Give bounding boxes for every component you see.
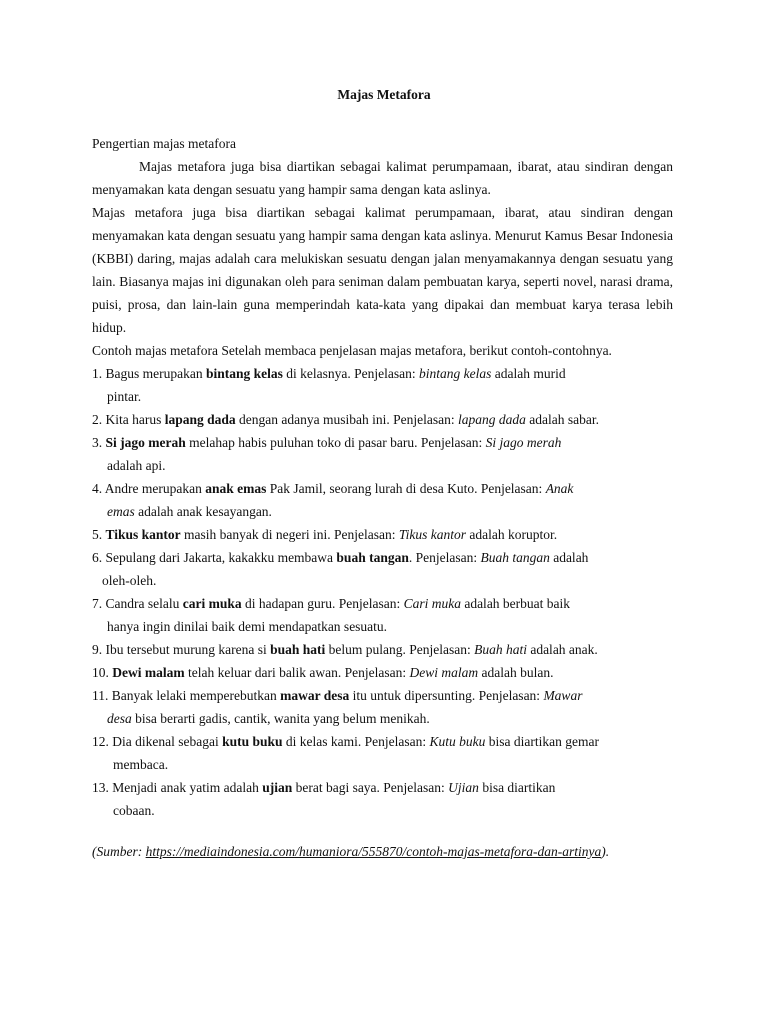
example-number-text: 1. Bagus merupakan (92, 366, 206, 381)
example-line (92, 523, 673, 546)
example-explanation-term: Cari muka (403, 596, 461, 611)
source-citation (92, 844, 609, 860)
example-line (92, 477, 673, 500)
example-explanation-term: Mawar (543, 688, 583, 703)
paragraph-kbbi: Majas metafora juga bisa diartikan sebagai kalimat perumpamaan, ibarat, atau sindiran dengan menyamakan kata dengan sesuatu yang hampir sama dengan kata aslinya. Menurut Kamus Besar Indonesia (KBBI) daring, majas adalah cara melukiskan sesuatu dengan jalan menyamakannya dengan sesuatu yang lain. Biasanya majas ini digunakan oleh para seniman dalam pembuatan karya, seperti novel, narasi drama, puisi, prosa, dan lain-lain guna memperindah kata-kata yang dipakai dan membuat karya terasa lebih hidup. (92, 205, 673, 335)
example-line (92, 638, 673, 661)
example-term: bintang kelas (205, 366, 283, 381)
example-number-text: 5. (92, 527, 106, 542)
example-term: anak emas (205, 481, 267, 496)
example-number-text: 4. Andre merupakan (92, 481, 206, 496)
example-term: Dewi malam (112, 665, 185, 680)
example-continuation (92, 569, 673, 592)
example-text-end: adalah (549, 550, 589, 565)
example-continuation (92, 615, 673, 638)
example-text-end: bisa diartikan gemar (485, 734, 599, 749)
example-text: itu untuk dipersunting. Penjelasan: (349, 688, 544, 703)
example-continuation-text: bisa berarti gadis, cantik, wanita yang belum menikah. (131, 711, 430, 726)
list-item (92, 776, 673, 822)
example-line (92, 684, 673, 707)
example-explanation-term: Buah tangan (480, 550, 550, 565)
example-term: kutu buku (222, 734, 283, 749)
example-continuation-text: oleh-oleh. (102, 573, 157, 588)
example-explanation-term: Tikus kantor (398, 527, 467, 542)
example-line (92, 776, 673, 799)
example-text: Pak Jamil, seorang lurah di desa Kuto. Penjelasan: (266, 481, 546, 496)
list-item (92, 408, 673, 431)
list-item (92, 684, 673, 730)
example-number-text: 2. Kita harus (92, 412, 165, 427)
example-line (92, 362, 673, 385)
example-term: Si jago merah (105, 435, 186, 450)
example-text-end: adalah anak. (526, 642, 598, 657)
example-number-text: 12. Dia dikenal sebagai (92, 734, 223, 749)
example-line (92, 431, 673, 454)
example-continuation-text: cobaan. (113, 803, 155, 818)
example-continuation (92, 753, 673, 776)
example-continuation (92, 799, 673, 822)
example-continuation-text: adalah anak kesayangan. (134, 504, 272, 519)
list-item (92, 362, 673, 408)
example-text-end: adalah murid (491, 366, 566, 381)
example-line (92, 730, 673, 753)
example-text: belum pulang. Penjelasan: (325, 642, 475, 657)
example-continuation (92, 707, 673, 730)
example-continuation-text: membaca. (113, 757, 169, 772)
list-item (92, 661, 673, 684)
example-explanation-term: Dewi malam (409, 665, 479, 680)
example-number-text: 7. Candra selalu (92, 596, 183, 611)
example-line (92, 408, 673, 431)
source-prefix: (Sumber: (92, 844, 146, 859)
example-explanation-term: desa (107, 711, 132, 726)
example-term: cari muka (182, 596, 242, 611)
example-explanation-term: lapang dada (457, 412, 526, 427)
example-text-end: adalah berbuat baik (460, 596, 571, 611)
example-text: di hadapan guru. Penjelasan: (241, 596, 404, 611)
example-text: melahap habis puluhan toko di pasar baru. Penjelasan: (185, 435, 486, 450)
example-number-text: 9. Ibu tersebut murung karena si (92, 642, 271, 657)
example-explanation-term: bintang kelas (418, 366, 492, 381)
example-continuation (92, 385, 673, 408)
example-line (92, 592, 673, 615)
example-explanation-term: Buah hati (474, 642, 527, 657)
example-term: buah tangan (336, 550, 409, 565)
list-item (92, 730, 673, 776)
example-text: dengan adanya musibah ini. Penjelasan: (235, 412, 458, 427)
example-continuation-text: adalah api. (107, 458, 166, 473)
list-item (92, 638, 673, 661)
example-number-text: 3. (92, 435, 106, 450)
example-line (92, 661, 673, 684)
example-continuation-text: pintar. (107, 389, 142, 404)
examples-intro: Contoh majas metafora Setelah membaca penjelasan majas metafora, berikut contoh-contohnya. (92, 343, 612, 358)
example-text-end: adalah bulan. (478, 665, 554, 680)
example-line (92, 546, 673, 569)
example-explanation-term: Kutu buku (429, 734, 486, 749)
example-term: lapang dada (164, 412, 236, 427)
list-item (92, 523, 673, 546)
example-text: telah keluar dari balik awan. Penjelasan: (184, 665, 410, 680)
example-number-text: 6. Sepulang dari Jakarta, kakakku membawa (92, 550, 337, 565)
example-text: berat bagi saya. Penjelasan: (292, 780, 449, 795)
example-number-text: 13. Menjadi anak yatim adalah (92, 780, 263, 795)
example-continuation-text: hanya ingin dinilai baik demi mendapatkan sesuatu. (107, 619, 388, 634)
example-continuation (92, 454, 673, 477)
example-text: . Penjelasan: (408, 550, 481, 565)
list-item (92, 477, 673, 523)
example-term: Tikus kantor (105, 527, 181, 542)
example-number-text: 11. Banyak lelaki memperebutkan (92, 688, 281, 703)
list-item (92, 431, 673, 477)
source-suffix: ). (601, 844, 610, 859)
example-text-end: bisa diartikan (478, 780, 556, 795)
source-link[interactable]: https://mediaindonesia.com/humaniora/555870/contoh-majas-metafora-dan-artinya (145, 844, 602, 859)
example-term: buah hati (270, 642, 326, 657)
example-text-end: adalah koruptor. (466, 527, 558, 542)
example-text-end: adalah sabar. (525, 412, 599, 427)
list-item (92, 546, 673, 592)
example-text: di kelasnya. Penjelasan: (282, 366, 419, 381)
example-explanation-term: Anak (545, 481, 574, 496)
section-heading: Pengertian majas metafora (92, 136, 236, 151)
example-term: mawar desa (280, 688, 350, 703)
example-explanation-term: Ujian (448, 780, 479, 795)
example-number-text: 10. (92, 665, 113, 680)
paragraph-definition: Majas metafora juga bisa diartikan sebagai kalimat perumpamaan, ibarat, atau sindiran dengan menyamakan kata dengan sesuatu yang hampir sama dengan kata aslinya. (92, 159, 673, 197)
example-text: di kelas kami. Penjelasan: (282, 734, 430, 749)
example-explanation-term: Si jago merah (485, 435, 562, 450)
document-title: Majas Metafora (337, 87, 431, 102)
examples-list (92, 362, 673, 822)
example-text: masih banyak di negeri ini. Penjelasan: (180, 527, 399, 542)
example-term: ujian (262, 780, 293, 795)
document-body (92, 132, 673, 822)
example-continuation (92, 500, 673, 523)
example-explanation-term: emas (107, 504, 135, 519)
list-item (92, 592, 673, 638)
